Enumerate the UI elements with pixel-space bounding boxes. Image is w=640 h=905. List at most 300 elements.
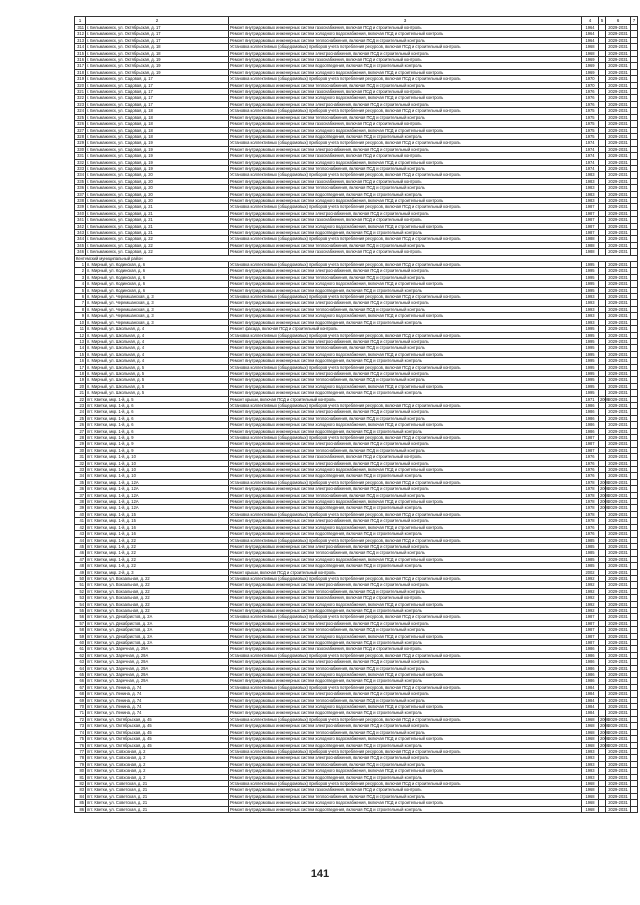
period-cell: 2029-2031 [606,210,631,216]
row-number: 36 [75,486,86,492]
address-cell: пгт. Кветки, мкр. 1-й, д. 12А [86,486,229,492]
address-cell: г. Бельмажинск, ул. Октябрьская, д. 18 [86,50,229,56]
work-type-cell: Установка коллективных (общедомовых) приборов учета потребления ресурсов, включая ПСД и строительный контроль [229,716,582,722]
year-built-cell: 1995 [582,390,599,396]
period-cell: 2029-2031 [606,620,631,626]
period-cell: 2029-2031 [606,537,631,543]
period-cell: 2029-2031 [606,364,631,370]
year-built-cell: 1986 [582,428,599,434]
work-type-cell: Ремонт фасада, включая ПСД и строительный контроль [229,326,582,332]
work-type-cell: Ремонт внутридомовых инженерных систем теплоснабжения, включая ПСД и строительный контроль [229,37,582,43]
period-cell: 2029-2031 [606,672,631,678]
work-type-cell: Ремонт крыши, включая ПСД и строительный контроль [229,569,582,575]
year-built-cell: 1986 [582,402,599,408]
year-built-cell: 1987 [582,441,599,447]
work-type-cell: Ремонт внутридомовых инженерных систем электроснабжения, включая ПСД и строительный контроль [229,460,582,466]
year-built-cell: 1986 [582,415,599,421]
year-built-cell: 1987 [582,640,599,646]
period-cell: 2029-2031 [606,101,631,107]
work-type-cell: Ремонт внутридомовых инженерных систем электроснабжения, включая ПСД и строительный контроль [229,755,582,761]
work-type-cell: Ремонт внутридомовых инженерных систем холодного водоснабжения, включая ПСД и строительный контроль [229,736,582,742]
address-cell: пгт. Кветки, ул. Совхозная, д. 2 [86,774,229,780]
row-number: 46 [75,550,86,556]
year-built-cell: 1995 [582,281,599,287]
column-header: 6 [606,17,631,25]
address-cell: пгт. Кветки, ул. Ленина, д. 74 [86,710,229,716]
year-built-cell: 1969 [582,63,599,69]
row-number: 30 [75,447,86,453]
year-built-cell: 1984 [582,691,599,697]
period-cell: 2029-2031 [606,89,631,95]
address-cell: пгт. Кветки, мкр. 1-й, д. 10 [86,467,229,473]
address-cell: пгт. Кветки, мкр. 1-й, д. 6 [86,415,229,421]
work-type-cell: Ремонт внутридомовых инженерных систем холодного водоснабжения, включая ПСД и строительный контроль [229,351,582,357]
period-cell: 2029-2031 [606,358,631,364]
period-cell: 2029-2031 [606,697,631,703]
year-built-cell: 1975 [582,133,599,139]
row-number: 43 [75,531,86,537]
period-cell: 2029-2031 [606,351,631,357]
period-cell: 2029-2031 [606,313,631,319]
year-built-cell: 1986 [582,409,599,415]
year-built-cell: 1993 [582,313,599,319]
row-number: 330 [75,146,86,152]
period-cell: 2029-2031 [606,473,631,479]
work-type-cell: Ремонт внутридомовых инженерных систем электроснабжения, включая ПСД и строительный контроль [229,486,582,492]
work-type-cell: Ремонт внутридомовых инженерных систем газоснабжения, включая ПСД и строительный контроль [229,249,582,255]
row-number: 11 [75,326,86,332]
year-built-cell: 1974 [582,165,599,171]
work-type-cell: Ремонт внутридомовых инженерных систем теплоснабжения, включая ПСД и строительный контроль [229,377,582,383]
year-built-cell: 1987 [582,614,599,620]
address-cell: пгт. Кветки, ул. Октябрьская, д. 45 [86,723,229,729]
row-number: 336 [75,185,86,191]
year-built-cell: 1993 [582,768,599,774]
period-cell: 2029-2031 [606,800,631,806]
work-type-cell: Ремонт внутридомовых инженерных систем электроснабжения, включая ПСД и строительный контроль [229,441,582,447]
period-cell: 2029-2031 [606,691,631,697]
row-number: 340 [75,210,86,216]
work-type-cell: Ремонт внутридомовых инженерных систем газоснабжения, включая ПСД и строительный контроль [229,646,582,652]
row-number: 332 [75,159,86,165]
year-built-cell: 1995 [582,332,599,338]
period-cell: 2029-2031 [606,607,631,613]
address-cell: п. Мирный, ул. Школьная, д. 4 [86,332,229,338]
address-cell: пгт. Кветки, мкр. 1-й, д. 12А [86,499,229,505]
address-cell: пгт. Кветки, ул. Совхозная, д. 2 [86,748,229,754]
address-cell: г. Бельмажинск, ул. Садовая, д. 20 [86,191,229,197]
row-number: 27 [75,428,86,434]
address-cell: п. Мирный, ул. Кодинская, д. 6 [86,281,229,287]
address-cell: п. Мирный, ул. Школьная, д. 4 [86,338,229,344]
year-renovated-cell: 2008 [600,723,610,729]
row-number: 6 [75,294,86,300]
year-built-cell: 1976 [582,95,599,101]
year-built-cell: 1985 [582,537,599,543]
period-cell: 2029-2031 [606,582,631,588]
year-built-cell: 1986 [582,422,599,428]
work-type-cell: Ремонт внутридомовых инженерных систем газоснабжения, включая ПСД и строительный контроль [229,217,582,223]
period-cell: 2029-2031 [606,230,631,236]
row-number: 346 [75,249,86,255]
work-type-cell: Ремонт внутридомовых инженерных систем газоснабжения, включая ПСД и строительный контроль [229,153,582,159]
period-cell: 2029-2031 [606,543,631,549]
period-cell: 2029-2031 [606,409,631,415]
year-built-cell: 1993 [582,300,599,306]
year-built-cell: 1993 [582,319,599,325]
row-number: 62 [75,652,86,658]
address-cell: п. Мирный, ул. Школьная, д. 4 [86,345,229,351]
work-type-cell: Ремонт внутридомовых инженерных систем холодного водоснабжения, включая ПСД и строительный контроль [229,31,582,37]
period-cell: 2029-2031 [606,422,631,428]
period-cell: 2029-2031 [606,550,631,556]
work-type-cell: Установка коллективных (общедомовых) приборов учета потребления ресурсов, включая ПСД и строительный контроль [229,684,582,690]
period-cell: 2029-2031 [606,601,631,607]
address-cell: п. Мирный, ул. Кодинская, д. 6 [86,274,229,280]
work-type-cell: Ремонт внутридомовых инженерных систем газоснабжения, включая ПСД и строительный контроль [229,787,582,793]
address-cell: г. Бельмажинск, ул. Садовая, д. 19 [86,159,229,165]
work-type-cell: Ремонт внутридомовых инженерных систем водоотведения, включая ПСД и строительный контроль [229,191,582,197]
row-number: 83 [75,787,86,793]
row-number: 338 [75,197,86,203]
year-built-cell: 1975 [582,108,599,114]
period-cell: 2029-2031 [606,50,631,56]
address-cell: пгт. Кветки, ул. Декабристов, д. 2А [86,620,229,626]
row-number: 327 [75,127,86,133]
row-number: 319 [75,76,86,82]
year-built-cell: 1987 [582,435,599,441]
address-cell: г. Бельмажинск, ул. Октябрьская, д. 17 [86,37,229,43]
work-type-cell: Ремонт внутридомовых инженерных систем водоотведения, включая ПСД и строительный контроль [229,742,582,748]
work-type-cell: Ремонт внутридомовых инженерных систем водоотведения, включая ПСД и строительный контроль [229,358,582,364]
address-cell: пгт. Кветки, мкр. 1-й, д. 22 [86,563,229,569]
row-number: 335 [75,178,86,184]
period-cell: 2029-2031 [606,447,631,453]
row-number: 331 [75,153,86,159]
period-cell: 2029-2031 [606,492,631,498]
work-type-cell: Ремонт внутридомовых инженерных систем водоотведения, включая ПСД и строительный контроль [229,607,582,613]
row-number: 23 [75,402,86,408]
address-cell: пгт. Кветки, мкр. 2-й, д. 3 [86,569,229,575]
year-built-cell: 1968 [582,780,599,786]
year-renovated-cell: 2008 [600,505,610,511]
year-built-cell: 1978 [582,492,599,498]
row-number: 25 [75,415,86,421]
period-cell: 2029-2031 [606,338,631,344]
period-cell: 2029-2031 [606,383,631,389]
row-number: 49 [75,569,86,575]
year-built-cell: 1985 [582,563,599,569]
address-cell: г. Бельмажинск, ул. Садовая, д. 19 [86,146,229,152]
address-cell: п. Мирный, ул. Школьная, д. 5 [86,390,229,396]
address-cell: пгт. Кветки, ул. Ленина, д. 74 [86,691,229,697]
work-type-cell: Ремонт внутридомовых инженерных систем холодного водоснабжения, включая ПСД и строительный контроль [229,69,582,75]
year-built-cell: 1984 [582,697,599,703]
address-cell: пгт. Кветки, мкр. 1-й, д. 16 [86,531,229,537]
period-cell: 2029-2031 [606,402,631,408]
row-number: 60 [75,640,86,646]
work-type-cell: Ремонт внутридомовых инженерных систем водоотведения, включая ПСД и строительный контроль [229,531,582,537]
year-renovated-cell: 2008 [600,492,610,498]
address-cell: г. Бельмажинск, ул. Садовая, д. 19 [86,140,229,146]
address-cell: г. Бельмажинск, ул. Садовая, д. 19 [86,153,229,159]
row-number: 339 [75,204,86,210]
row-number: 29 [75,441,86,447]
work-type-cell: Ремонт внутридомовых инженерных систем холодного водоснабжения, включая ПСД и строительный контроль [229,499,582,505]
address-cell: п. Мирный, ул. Черемшанская, д. 3 [86,306,229,312]
row-number: 28 [75,435,86,441]
period-cell: 2029-2031 [606,377,631,383]
period-cell: 2029-2031 [606,531,631,537]
period-cell: 2029-2031 [606,678,631,684]
address-cell: г. Бельмажинск, ул. Садовая, д. 20 [86,178,229,184]
row-number: 320 [75,82,86,88]
work-type-cell: Ремонт внутридомовых инженерных систем электроснабжения, включая ПСД и строительный контроль [229,582,582,588]
address-cell: пгт. Кветки, ул. Октябрьская, д. 45 [86,729,229,735]
period-cell: 2029-2031 [606,300,631,306]
year-built-cell: 1992 [582,595,599,601]
work-type-cell: Ремонт внутридомовых инженерных систем теплоснабжения, включая ПСД и строительный контроль [229,274,582,280]
row-number: 40 [75,511,86,517]
period-cell: 2029-2031 [606,588,631,594]
work-type-cell: Ремонт внутридомовых инженерных систем газоснабжения, включая ПСД и строительный контроль [229,25,582,31]
row-number: 35 [75,479,86,485]
row-number: 38 [75,499,86,505]
work-type-cell: Ремонт внутридомовых инженерных систем холодного водоснабжения, включая ПСД и строительный контроль [229,800,582,806]
year-built-cell: 1993 [582,755,599,761]
address-cell: г. Бельмажинск, ул. Садовая, д. 18 [86,114,229,120]
work-type-cell: Установка коллективных (общедомовых) приборов учета потребления ресурсов, включая ПСД и строительный контроль [229,435,582,441]
row-number: 2 [75,268,86,274]
address-cell: пгт. Кветки, ул. Октябрьская, д. 45 [86,742,229,748]
address-cell: г. Бельмажинск, ул. Садовая, д. 22 [86,242,229,248]
address-cell: пгт. Кветки, ул. Заречная, д. 29А [86,652,229,658]
period-cell: 2029-2031 [606,274,631,280]
row-number: 16 [75,358,86,364]
address-cell: пгт. Кветки, ул. Вокзальная, д. 22 [86,595,229,601]
address-cell: г. Бельмажинск, ул. Садовая, д. 18 [86,127,229,133]
year-built-cell: 1987 [582,627,599,633]
row-number: 318 [75,69,86,75]
year-built-cell: 1964 [582,25,599,31]
work-type-cell: Установка коллективных (общедомовых) приборов учета потребления ресурсов, включая ПСД и строительный контроль [229,332,582,338]
address-cell: п. Мирный, ул. Школьная, д. 5 [86,370,229,376]
period-cell: 2029-2031 [606,287,631,293]
year-built-cell: 1968 [582,787,599,793]
period-cell: 2029-2031 [606,127,631,133]
year-built-cell: 1992 [582,575,599,581]
year-built-cell: 1983 [582,172,599,178]
row-number: 66 [75,678,86,684]
year-renovated-cell: 2008 [600,736,610,742]
year-built-cell: 1974 [582,140,599,146]
work-type-cell: Ремонт внутридомовых инженерных систем теплоснабжения, включая ПСД и строительный контроль [229,114,582,120]
row-number: 12 [75,332,86,338]
address-cell: пгт. Кветки, мкр. 1-й, д. 22 [86,550,229,556]
address-cell: г. Бельмажинск, ул. Октябрьская, д. 17 [86,25,229,31]
year-built-cell: 1968 [582,742,599,748]
row-number: 72 [75,716,86,722]
row-number: 325 [75,114,86,120]
row-number: 56 [75,614,86,620]
work-type-cell: Ремонт внутридомовых инженерных систем электроснабжения, включая ПСД и строительный контроль [229,659,582,665]
year-built-cell: 1993 [582,761,599,767]
period-cell: 2029-2031 [606,345,631,351]
address-cell: пгт. Кветки, мкр. 1-й, д. 10 [86,460,229,466]
year-built-cell: 1969 [582,57,599,63]
year-built-cell: 1993 [582,306,599,312]
year-renovated-cell: 2008 [600,486,610,492]
period-cell: 2029-2031 [606,505,631,511]
period-cell: 2029-2031 [606,370,631,376]
row-number: 18 [75,370,86,376]
address-cell: пгт. Кветки, ул. Вокзальная, д. 22 [86,575,229,581]
year-renovated-cell: 2008 [600,716,610,722]
row-number: 14 [75,345,86,351]
work-type-cell: Установка коллективных (общедомовых) приборов учета потребления ресурсов, включая ПСД и строительный контроль [229,748,582,754]
address-cell: пгт. Кветки, ул. Октябрьская, д. 45 [86,716,229,722]
work-type-cell: Установка коллективных (общедомовых) приборов учета потребления ресурсов, включая ПСД и строительный контроль [229,364,582,370]
period-cell: 2029-2031 [606,108,631,114]
address-cell: г. Бельмажинск, ул. Садовая, д. 20 [86,185,229,191]
row-number: 80 [75,768,86,774]
year-built-cell: 1978 [582,511,599,517]
year-built-cell: 1988 [582,236,599,242]
address-cell: г. Бельмажинск, ул. Садовая, д. 21 [86,230,229,236]
address-cell: пгт. Кветки, ул. Вокзальная, д. 22 [86,588,229,594]
period-cell: 2029-2031 [606,768,631,774]
year-built-cell: 1970 [582,82,599,88]
work-type-cell: Ремонт внутридомовых инженерных систем электроснабжения, включая ПСД и строительный контроль [229,101,582,107]
row-number: 312 [75,31,86,37]
period-cell: 2029-2031 [606,518,631,524]
address-cell: г. Бельмажинск, ул. Садовая, д. 21 [86,204,229,210]
period-cell: 2029-2031 [606,614,631,620]
work-type-cell: Ремонт внутридомовых инженерных систем холодного водоснабжения, включая ПСД и строительный контроль [229,313,582,319]
period-cell: 2029-2031 [606,563,631,569]
work-type-cell: Ремонт внутридомовых инженерных систем холодного водоснабжения, включая ПСД и строительный контроль [229,524,582,530]
year-built-cell: 1975 [582,127,599,133]
year-built-cell: 1964 [582,37,599,43]
period-cell: 2029-2031 [606,37,631,43]
address-cell: п. Мирный, ул. Школьная, д. 4 [86,358,229,364]
year-built-cell: 1987 [582,223,599,229]
work-type-cell: Ремонт внутридомовых инженерных систем холодного водоснабжения, включая ПСД и строительный контроль [229,383,582,389]
period-cell: 2029-2031 [606,729,631,735]
year-built-cell: 1971 [582,396,599,402]
period-cell: 2029-2031 [606,428,631,434]
address-cell: пгт. Кветки, ул. Вокзальная, д. 22 [86,607,229,613]
work-type-cell: Ремонт внутридомовых инженерных систем водоотведения, включая ПСД и строительный контроль [229,63,582,69]
year-built-cell: 1968 [582,716,599,722]
note-cell [631,806,638,812]
address-cell: п. Мирный, ул. Школьная, д. 4 [86,351,229,357]
row-number: 9 [75,313,86,319]
row-number: 5 [75,287,86,293]
row-number: 48 [75,563,86,569]
period-cell: 2029-2031 [606,499,631,505]
work-type-cell: Ремонт внутридомовых инженерных систем холодного водоснабжения, включая ПСД и строительный контроль [229,281,582,287]
column-header: 2 [86,17,229,25]
row-number: 57 [75,620,86,626]
row-number: 24 [75,409,86,415]
row-number: 313 [75,37,86,43]
period-cell: 2029-2031 [606,31,631,37]
period-cell: 2029-2031 [606,736,631,742]
work-type-cell: Ремонт внутридомовых инженерных систем холодного водоснабжения, включая ПСД и строительный контроль [229,601,582,607]
year-built-cell: 1986 [582,665,599,671]
address-cell: п. Мирный, ул. Школьная, д. 4 [86,326,229,332]
row-number: 63 [75,659,86,665]
address-cell: п. Мирный, ул. Кодинская, д. 6 [86,268,229,274]
work-type-cell: Ремонт внутридомовых инженерных систем электроснабжения, включая ПСД и строительный контроль [229,268,582,274]
period-cell: 2029-2031 [606,806,631,812]
year-built-cell: 1976 [582,101,599,107]
row-number: 55 [75,607,86,613]
row-number: 315 [75,50,86,56]
period-cell: 2029-2031 [606,646,631,652]
row-number: 3 [75,274,86,280]
period-cell: 2029-2031 [606,640,631,646]
period-cell: 2029-2031 [606,146,631,152]
row-number: 61 [75,646,86,652]
row-number: 65 [75,672,86,678]
year-built-cell: 1993 [582,294,599,300]
year-built-cell: 2002 [582,569,599,575]
year-built-cell: 1978 [582,505,599,511]
work-type-cell: Ремонт внутридомовых инженерных систем водоотведения, включая ПСД и строительный контроль [229,133,582,139]
year-built-cell: 1968 [582,44,599,50]
year-built-cell: 1976 [582,467,599,473]
address-cell: г. Бельмажинск, ул. Октябрьская, д. 17 [86,31,229,37]
year-built-cell: 1987 [582,620,599,626]
address-cell: пгт. Кветки, мкр. 1-й, д. 9 [86,447,229,453]
period-cell: 2029-2031 [606,415,631,421]
year-built-cell: 1986 [582,652,599,658]
work-type-cell: Ремонт внутридомовых инженерных систем теплоснабжения, включая ПСД и строительный контроль [229,588,582,594]
address-cell: г. Бельмажинск, ул. Садовая, д. 17 [86,101,229,107]
period-cell: 2029-2031 [606,25,631,31]
period-cell: 2029-2031 [606,390,631,396]
year-built-cell: 1983 [582,197,599,203]
period-cell: 2029-2031 [606,774,631,780]
address-cell: г. Бельмажинск, ул. Садовая, д. 21 [86,210,229,216]
column-header: 4 [582,17,599,25]
row-number: 345 [75,242,86,248]
year-built-cell: 1976 [582,524,599,530]
row-number: 334 [75,172,86,178]
address-cell: пгт. Кветки, ул. Совхозная, д. 2 [86,768,229,774]
period-cell: 2029-2031 [606,249,631,255]
row-number: 70 [75,704,86,710]
work-type-cell: Ремонт внутридомовых инженерных систем теплоснабжения, включая ПСД и строительный контроль [229,729,582,735]
period-cell: 2029-2031 [606,114,631,120]
work-type-cell: Ремонт внутридомовых инженерных систем теплоснабжения, включая ПСД и строительный контроль [229,447,582,453]
row-number: 59 [75,633,86,639]
address-cell: пгт. Кветки, ул. Советская, д. 21 [86,793,229,799]
work-type-cell: Ремонт внутридомовых инженерных систем холодного водоснабжения, включая ПСД и строительный контроль [229,95,582,101]
row-number: 20 [75,383,86,389]
address-cell: пгт. Кветки, ул. Заречная, д. 29А [86,646,229,652]
row-number: 316 [75,57,86,63]
year-built-cell: 1970 [582,76,599,82]
row-number: 81 [75,774,86,780]
period-cell: 2029-2031 [606,178,631,184]
row-number: 34 [75,473,86,479]
year-built-cell: 1968 [582,736,599,742]
period-cell: 2029-2031 [606,140,631,146]
year-built-cell: 1983 [582,185,599,191]
